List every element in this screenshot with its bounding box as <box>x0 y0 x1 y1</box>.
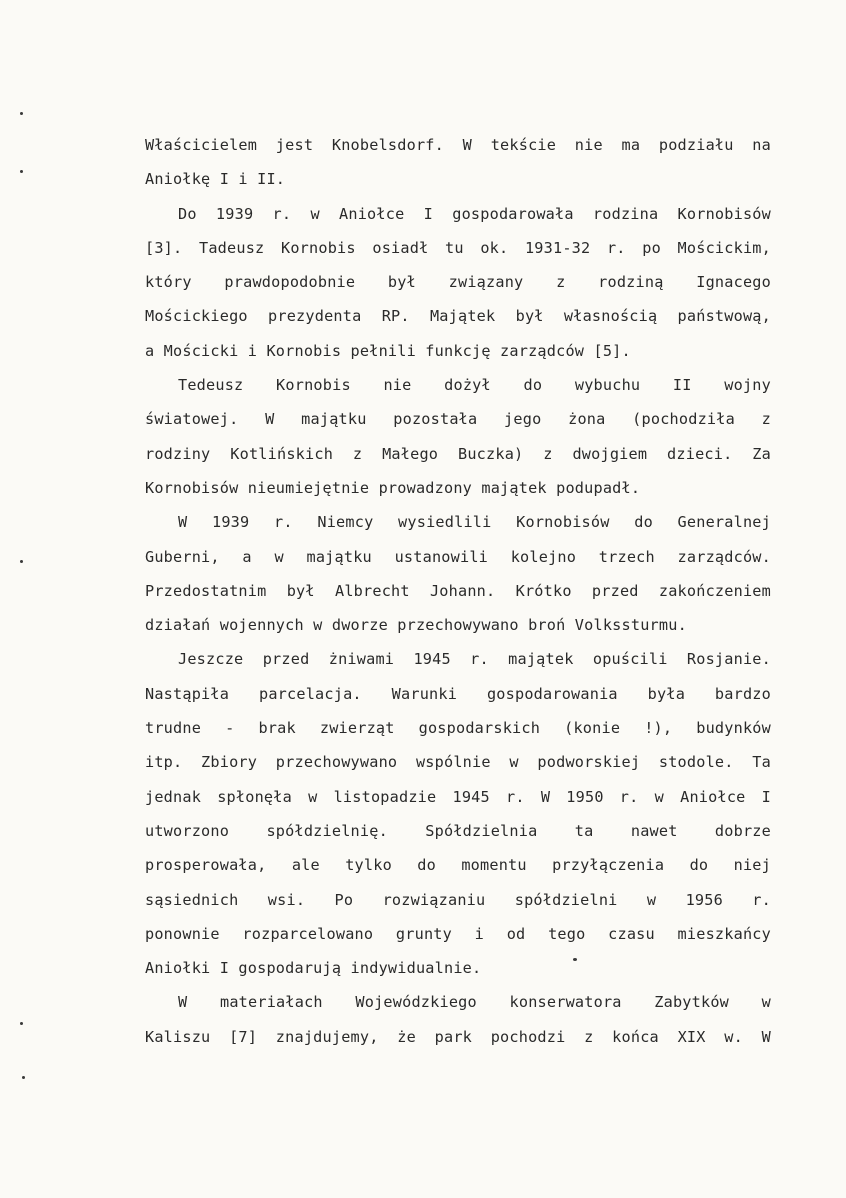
text-line: który prawdopodobnie był związany z rodziną Ignacego <box>145 273 771 292</box>
text-line: Przedostatnim był Albrecht Johann. Krótko przed zakończeniem <box>145 581 771 600</box>
text-line: Aniołkę I i II. <box>145 170 286 189</box>
text-line: Nastąpiła parcelacja. Warunki gospodarowania była bardzo <box>145 684 771 703</box>
margin-mark <box>20 112 23 115</box>
text-line: prosperowała, ale tylko do momentu przyłączenia do niej <box>145 856 771 875</box>
margin-mark <box>22 1076 25 1079</box>
text-line: światowej. W majątku pozostała jego żona (pochodziła z <box>145 410 771 429</box>
text-line: [3]. Tadeusz Kornobis osiadł tu ok. 1931-32 r. po Mościckim, <box>145 238 771 257</box>
text-line: Aniołki I gospodarują indywidualnie. <box>145 959 482 978</box>
text-line: jednak spłonęła w listopadzie 1945 r. W 1950 r. w Aniołce I <box>145 787 771 806</box>
text-line: W 1939 r. Niemcy wysiedlili Kornobisów do Generalnej <box>178 513 771 532</box>
text-line: Jeszcze przed żniwami 1945 r. majątek opuścili Rosjanie. <box>178 650 771 669</box>
text-line: Guberni, a w majątku ustanowili kolejno trzech zarządców. <box>145 547 771 566</box>
text-line: sąsiednich wsi. Po rozwiązaniu spółdzielni w 1956 r. <box>145 890 771 909</box>
text-line: ponownie rozparcelowano grunty i od tego czasu mieszkańcy <box>145 924 771 943</box>
text-line: utworzono spółdzielnię. Spółdzielnia ta nawet dobrze <box>145 821 771 840</box>
text-line: działań wojennych w dworze przechowywano broń Volkssturmu. <box>145 616 687 635</box>
text-line: Tedeusz Kornobis nie dożył do wybuchu II wojny <box>178 376 771 395</box>
text-line: rodziny Kotlińskich z Małego Buczka) z dwojgiem dzieci. Za <box>145 444 771 463</box>
text-line: itp. Zbiory przechowywano wspólnie w podworskiej stodole. Ta <box>145 753 771 772</box>
text-line: Mościckiego prezydenta RP. Majątek był własnością państwową, <box>145 307 771 326</box>
margin-mark <box>20 1022 23 1025</box>
text-line: trudne - brak zwierząt gospodarskich (konie !), budynków <box>145 719 771 738</box>
document-body <box>145 130 771 1056</box>
text-line: Kaliszu [7] znajdujemy, że park pochodzi z końca XIX w. W <box>145 1027 771 1046</box>
text-line: W materiałach Wojewódzkiego konserwatora Zabytków w <box>178 993 771 1012</box>
text-line: a Mościcki i Kornobis pełnili funkcję zarządców [5]. <box>145 341 631 360</box>
text-line: Kornobisów nieumiejętnie prowadzony majątek podupadł. <box>145 478 641 497</box>
margin-mark <box>20 560 23 563</box>
text-line: Do 1939 r. w Aniołce I gospodarowała rodzina Kornobisów <box>178 204 771 223</box>
margin-mark <box>20 170 23 173</box>
text-line: Właścicielem jest Knobelsdorf. W tekście nie ma podziału na <box>145 136 771 154</box>
